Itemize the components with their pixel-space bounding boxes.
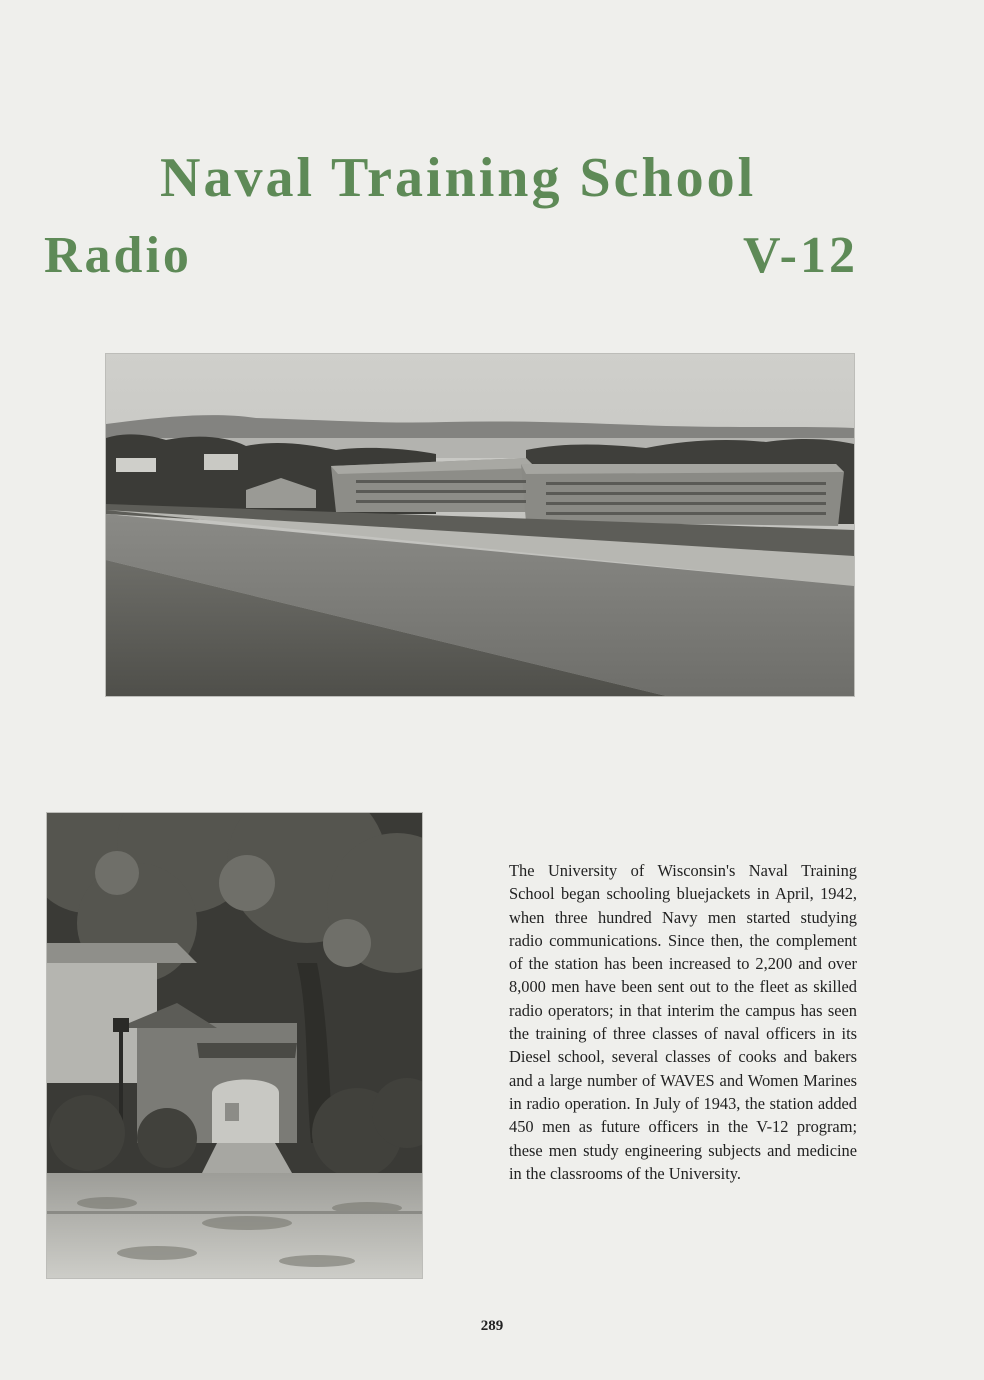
page-number: 289 bbox=[480, 1318, 504, 1334]
subtitle-v12: V-12 bbox=[742, 227, 858, 284]
gateway-image bbox=[47, 813, 422, 1278]
gateway-photo bbox=[46, 812, 423, 1279]
campus-buildings-photo bbox=[105, 353, 855, 697]
subtitle-radio: Radio bbox=[44, 227, 192, 284]
campus-buildings-image bbox=[106, 354, 854, 696]
article-paragraph: The University of Wisconsin's Naval Training School began schooling bluejackets in April, 1942, when three hundred Navy men started studying radio communications. Since then, the complement of the station has been increased to 2,200 and over 8,000 men have been sent out to the fleet as skilled radio operators; in that interim the campus has seen the training of three classes of naval officers in its Diesel school, several classes of cooks and bakers and a large number of WAVES and Women Marines in radio operation. In July of 1943, the station added 450 men as future officers in the V-12 program; these men study engineering subjects and medicine in the classrooms of the University. bbox=[509, 861, 857, 1183]
page-title: Naval Training School bbox=[160, 147, 757, 209]
